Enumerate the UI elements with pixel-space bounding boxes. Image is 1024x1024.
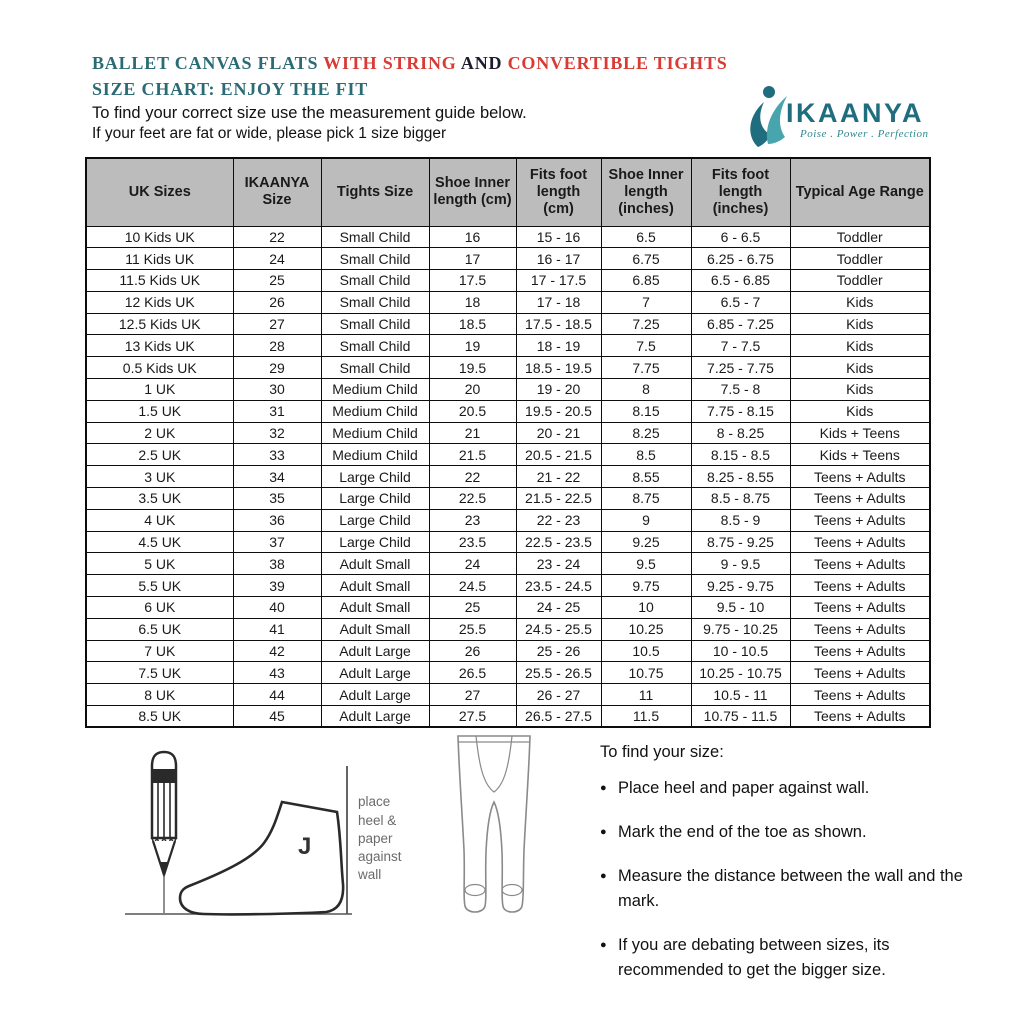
table-cell: 16 [429, 226, 516, 248]
table-cell: Teens + Adults [790, 706, 930, 728]
table-cell: 27 [429, 684, 516, 706]
table-cell: 7.25 - 7.75 [691, 357, 790, 379]
table-cell: 6.85 [601, 270, 691, 292]
table-cell: 9.5 [601, 553, 691, 575]
table-cell: 21.5 - 22.5 [516, 488, 601, 510]
brand-name: IKAANYA [786, 98, 925, 128]
table-cell: 18.5 - 19.5 [516, 357, 601, 379]
table-cell: 15 - 16 [516, 226, 601, 248]
table-cell: 4 UK [86, 509, 233, 531]
title-segment: CONVERTIBLE TIGHTS [507, 53, 728, 73]
instructions-heading: To find your size: [600, 743, 724, 761]
table-cell: Adult Large [321, 706, 429, 728]
table-cell: 6.5 UK [86, 618, 233, 640]
table-cell: 2.5 UK [86, 444, 233, 466]
bullet-icon: ● [600, 870, 607, 882]
title-segment: BALLET CANVAS FLATS [92, 53, 324, 73]
table-row [86, 357, 930, 379]
table-cell: Large Child [321, 509, 429, 531]
table-row [86, 400, 930, 422]
table-cell: 7.5 - 8 [691, 379, 790, 401]
table-cell: Adult Small [321, 553, 429, 575]
pencil-icon [152, 752, 176, 913]
instruction-text: Place heel and paper against wall. [618, 779, 870, 797]
table-cell: 10.75 [601, 662, 691, 684]
table-cell: Large Child [321, 531, 429, 553]
table-cell: Kids [790, 379, 930, 401]
table-cell: 26 [233, 291, 321, 313]
table-cell: 7.5 [601, 335, 691, 357]
table-cell: 24 [429, 553, 516, 575]
table-row [86, 291, 930, 313]
instruction-item [600, 933, 996, 983]
table-cell: 7.5 UK [86, 662, 233, 684]
table-cell: 26.5 [429, 662, 516, 684]
header-cell: Fits foot length (cm) [516, 158, 601, 226]
table-row [86, 575, 930, 597]
table-cell: 8.15 - 8.5 [691, 444, 790, 466]
table-row [86, 226, 930, 248]
table-cell: 7 [601, 291, 691, 313]
table-cell: 8.25 - 8.55 [691, 466, 790, 488]
table-cell: 25.5 - 26.5 [516, 662, 601, 684]
wall-label [357, 794, 402, 882]
table-cell: Toddler [790, 270, 930, 292]
table-cell: 1.5 UK [86, 400, 233, 422]
table-cell: Small Child [321, 357, 429, 379]
table-cell: 6.85 - 7.25 [691, 313, 790, 335]
table-cell: 9.25 - 9.75 [691, 575, 790, 597]
table-cell: Small Child [321, 226, 429, 248]
instruction-item [600, 820, 996, 845]
table-cell: 5.5 UK [86, 575, 233, 597]
table-cell: 8.75 - 9.25 [691, 531, 790, 553]
table-cell: 9.25 [601, 531, 691, 553]
table-cell: 10.5 [601, 640, 691, 662]
table-cell: 20.5 - 21.5 [516, 444, 601, 466]
instruction-item [600, 864, 996, 914]
table-cell: 25 - 26 [516, 640, 601, 662]
table-cell: Toddler [790, 248, 930, 270]
header-cell: Typical Age Range [790, 158, 930, 226]
tights-illustration [450, 730, 538, 922]
table-row [86, 706, 930, 728]
table-cell: 8 [601, 379, 691, 401]
table-cell: 36 [233, 509, 321, 531]
subtitle-line-2: If your feet are fat or wide, please pick 1 size bigger [92, 125, 447, 142]
table-cell: Teens + Adults [790, 575, 930, 597]
table-cell: Teens + Adults [790, 684, 930, 706]
table-cell: 19 - 20 [516, 379, 601, 401]
table-cell: 21 - 22 [516, 466, 601, 488]
table-cell: Kids [790, 313, 930, 335]
title-segment: SIZE CHART: ENJOY THE FIT [92, 79, 369, 99]
bullet-icon: ● [600, 939, 607, 951]
table-cell: 24 [233, 248, 321, 270]
table-cell: 27.5 [429, 706, 516, 728]
table-cell: Kids [790, 400, 930, 422]
table-row [86, 662, 930, 684]
table-row [86, 684, 930, 706]
header-cell: IKAANYA Size [233, 158, 321, 226]
table-cell: 18 [429, 291, 516, 313]
table-cell: Teens + Adults [790, 597, 930, 619]
brand-logo [742, 84, 942, 150]
table-header-row [86, 158, 930, 226]
table-cell: 37 [233, 531, 321, 553]
table-row [86, 466, 930, 488]
brand-tagline: Poise . Power . Perfection [800, 128, 929, 140]
table-cell: 10.25 - 10.75 [691, 662, 790, 684]
table-cell: Kids [790, 291, 930, 313]
instructions-list [600, 776, 996, 983]
table-cell: Large Child [321, 488, 429, 510]
table-cell: 1 UK [86, 379, 233, 401]
table-cell: 9 [601, 509, 691, 531]
table-cell: 8.15 [601, 400, 691, 422]
table-cell: 26 - 27 [516, 684, 601, 706]
table-cell: 6.5 - 6.85 [691, 270, 790, 292]
subtitle-line-1: To find your correct size use the measurement guide below. [92, 104, 527, 122]
table-cell: Kids [790, 335, 930, 357]
table-cell: 8.5 - 9 [691, 509, 790, 531]
table-cell: 6.75 [601, 248, 691, 270]
table-cell: 23 [429, 509, 516, 531]
table-cell: 20 [429, 379, 516, 401]
table-cell: 16 - 17 [516, 248, 601, 270]
table-cell: Adult Small [321, 618, 429, 640]
table-cell: 9.75 [601, 575, 691, 597]
table-cell: Small Child [321, 335, 429, 357]
table-cell: Kids + Teens [790, 444, 930, 466]
table-cell: 8.5 [601, 444, 691, 466]
instruction-item [600, 776, 996, 801]
table-cell: Teens + Adults [790, 466, 930, 488]
table-cell: 39 [233, 575, 321, 597]
table-cell: Teens + Adults [790, 553, 930, 575]
table-cell: 24.5 - 25.5 [516, 618, 601, 640]
table-cell: 44 [233, 684, 321, 706]
table-cell: 4.5 UK [86, 531, 233, 553]
header-cell: Shoe Inner length (cm) [429, 158, 516, 226]
table-row [86, 248, 930, 270]
table-cell: 19 [429, 335, 516, 357]
table-cell: 20 - 21 [516, 422, 601, 444]
table-cell: 12.5 Kids UK [86, 313, 233, 335]
header-cell: Tights Size [321, 158, 429, 226]
table-row [86, 422, 930, 444]
table-cell: Teens + Adults [790, 640, 930, 662]
table-cell: 30 [233, 379, 321, 401]
table-cell: 17 - 17.5 [516, 270, 601, 292]
size-chart-table [85, 157, 931, 728]
table-body [86, 226, 930, 727]
table-cell: 3.5 UK [86, 488, 233, 510]
table-cell: Adult Large [321, 640, 429, 662]
table-cell: Toddler [790, 226, 930, 248]
table-cell: Small Child [321, 291, 429, 313]
table-row [86, 531, 930, 553]
table-cell: 20.5 [429, 400, 516, 422]
table-cell: 26.5 - 27.5 [516, 706, 601, 728]
size-chart-table-container [85, 157, 929, 728]
table-cell: 5 UK [86, 553, 233, 575]
table-cell: 6 - 6.5 [691, 226, 790, 248]
table-cell: 8.55 [601, 466, 691, 488]
table-row [86, 335, 930, 357]
table-cell: 8.25 [601, 422, 691, 444]
table-cell: 7.75 - 8.15 [691, 400, 790, 422]
table-cell: 33 [233, 444, 321, 466]
instruction-text: Mark the end of the toe as shown. [618, 823, 867, 841]
table-cell: 17 - 18 [516, 291, 601, 313]
header-cell: UK Sizes [86, 158, 233, 226]
table-cell: 7 UK [86, 640, 233, 662]
table-cell: Kids + Teens [790, 422, 930, 444]
table-cell: 17.5 - 18.5 [516, 313, 601, 335]
table-cell: 42 [233, 640, 321, 662]
header-cell: Fits foot length (inches) [691, 158, 790, 226]
dancer-figure-icon [742, 84, 788, 150]
table-cell: 0.5 Kids UK [86, 357, 233, 379]
table-cell: Medium Child [321, 400, 429, 422]
table-cell: 2 UK [86, 422, 233, 444]
table-cell: Teens + Adults [790, 662, 930, 684]
table-cell: 10.5 - 11 [691, 684, 790, 706]
table-row [86, 553, 930, 575]
table-row [86, 444, 930, 466]
instruction-text: Measure the distance between the wall and the mark. [618, 867, 963, 910]
svg-text:against: against [358, 849, 402, 864]
table-cell: 19.5 [429, 357, 516, 379]
table-cell: 29 [233, 357, 321, 379]
table-cell: Medium Child [321, 379, 429, 401]
title-segment: WITH STRING [323, 53, 461, 73]
bullet-icon: ● [600, 826, 607, 838]
table-cell: 8.75 [601, 488, 691, 510]
table-cell: 22 [233, 226, 321, 248]
table-row [86, 597, 930, 619]
table-cell: 9 - 9.5 [691, 553, 790, 575]
table-cell: 23.5 - 24.5 [516, 575, 601, 597]
svg-text:place: place [358, 794, 391, 809]
table-cell: 18 - 19 [516, 335, 601, 357]
svg-text:wall: wall [358, 867, 382, 882]
sizing-instructions [600, 740, 996, 1002]
foot-mark-letter: J [298, 833, 312, 860]
table-cell: 6.5 - 7 [691, 291, 790, 313]
bullet-icon: ● [600, 782, 607, 794]
table-cell: Adult Small [321, 597, 429, 619]
table-cell: 34 [233, 466, 321, 488]
table-cell: Adult Small [321, 575, 429, 597]
table-cell: Teens + Adults [790, 509, 930, 531]
table-cell: 8 - 8.25 [691, 422, 790, 444]
table-cell: 22.5 - 23.5 [516, 531, 601, 553]
table-cell: 11 Kids UK [86, 248, 233, 270]
foot-measurement-diagram [100, 742, 445, 932]
table-cell: 8.5 UK [86, 706, 233, 728]
instruction-text: If you are debating between sizes, its recommended to get the bigger size. [618, 936, 890, 979]
table-cell: 9.75 - 10.25 [691, 618, 790, 640]
title-segment: AND [460, 53, 508, 73]
table-cell: 10 [601, 597, 691, 619]
table-cell: Medium Child [321, 422, 429, 444]
table-cell: 7.25 [601, 313, 691, 335]
table-cell: 13 Kids UK [86, 335, 233, 357]
table-cell: 22 [429, 466, 516, 488]
table-cell: 32 [233, 422, 321, 444]
header-cell: Shoe Inner length (inches) [601, 158, 691, 226]
table-cell: 9.5 - 10 [691, 597, 790, 619]
table-cell: 22 - 23 [516, 509, 601, 531]
table-cell: Teens + Adults [790, 618, 930, 640]
table-cell: 28 [233, 335, 321, 357]
table-row [86, 270, 930, 292]
table-cell: 43 [233, 662, 321, 684]
page-title [92, 50, 740, 102]
table-cell: 19.5 - 20.5 [516, 400, 601, 422]
table-cell: 8 UK [86, 684, 233, 706]
table-cell: 21 [429, 422, 516, 444]
table-cell: 31 [233, 400, 321, 422]
table-cell: 22.5 [429, 488, 516, 510]
table-cell: 25.5 [429, 618, 516, 640]
table-cell: 25 [233, 270, 321, 292]
table-cell: 7 - 7.5 [691, 335, 790, 357]
table-cell: 35 [233, 488, 321, 510]
table-cell: 23 - 24 [516, 553, 601, 575]
table-cell: 17.5 [429, 270, 516, 292]
table-cell: 40 [233, 597, 321, 619]
table-cell: 11 [601, 684, 691, 706]
table-cell: Kids [790, 357, 930, 379]
table-cell: 8.5 - 8.75 [691, 488, 790, 510]
table-cell: 7.75 [601, 357, 691, 379]
table-cell: 12 Kids UK [86, 291, 233, 313]
table-cell: Small Child [321, 248, 429, 270]
table-cell: 11.5 [601, 706, 691, 728]
svg-text:paper: paper [358, 831, 393, 846]
table-cell: Large Child [321, 466, 429, 488]
table-cell: 6.25 - 6.75 [691, 248, 790, 270]
table-cell: 6.5 [601, 226, 691, 248]
table-cell: 17 [429, 248, 516, 270]
table-cell: 45 [233, 706, 321, 728]
table-cell: Teens + Adults [790, 531, 930, 553]
table-cell: 21.5 [429, 444, 516, 466]
table-row [86, 618, 930, 640]
table-cell: 26 [429, 640, 516, 662]
table-cell: 3 UK [86, 466, 233, 488]
table-row [86, 488, 930, 510]
table-cell: 24.5 [429, 575, 516, 597]
table-cell: Small Child [321, 313, 429, 335]
table-cell: 23.5 [429, 531, 516, 553]
table-row [86, 509, 930, 531]
table-cell: Teens + Adults [790, 488, 930, 510]
table-cell: 25 [429, 597, 516, 619]
table-cell: Medium Child [321, 444, 429, 466]
table-cell: 10.25 [601, 618, 691, 640]
table-cell: 6 UK [86, 597, 233, 619]
table-cell: 11.5 Kids UK [86, 270, 233, 292]
table-cell: 10.75 - 11.5 [691, 706, 790, 728]
svg-text:heel &: heel & [358, 813, 397, 828]
table-cell: Adult Large [321, 684, 429, 706]
table-cell: Adult Large [321, 662, 429, 684]
table-cell: Small Child [321, 270, 429, 292]
foot-outline [180, 802, 343, 914]
table-cell: 10 Kids UK [86, 226, 233, 248]
table-row [86, 640, 930, 662]
table-cell: 27 [233, 313, 321, 335]
table-cell: 24 - 25 [516, 597, 601, 619]
table-cell: 18.5 [429, 313, 516, 335]
table-cell: 10 - 10.5 [691, 640, 790, 662]
table-cell: 41 [233, 618, 321, 640]
table-row [86, 313, 930, 335]
table-cell: 38 [233, 553, 321, 575]
table-row [86, 379, 930, 401]
